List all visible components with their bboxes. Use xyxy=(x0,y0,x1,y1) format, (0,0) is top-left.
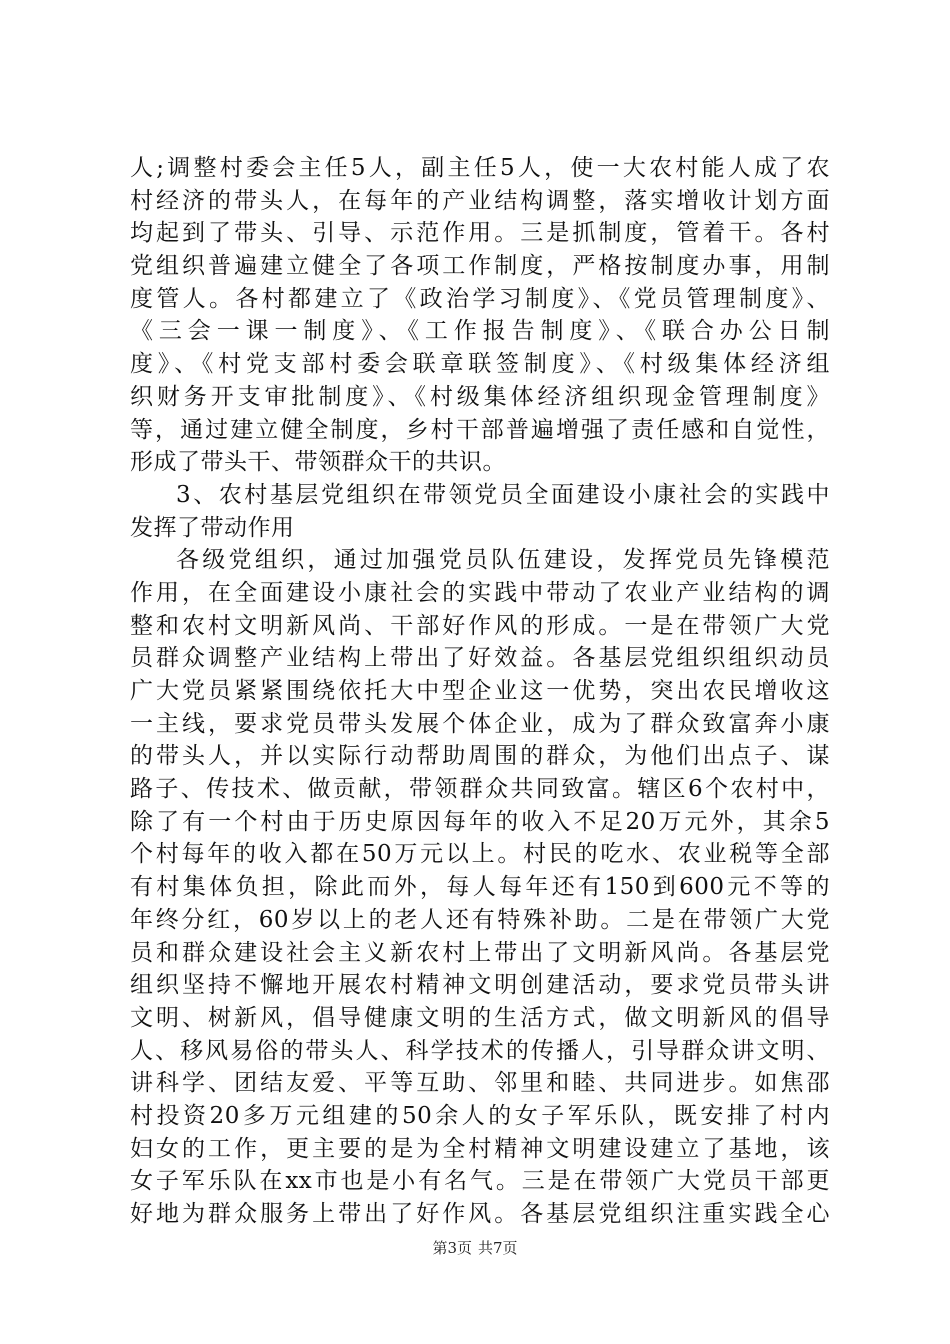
document-body xyxy=(130,152,830,1231)
text-line: 员群众调整产业结构上带出了好效益。各基层党组织组织动员 xyxy=(130,645,830,672)
text-line: 人、移风易俗的带头人、科学技术的传播人，引导群众讲文明、 xyxy=(130,1037,830,1064)
text-line: 年终分红，60岁以上的老人还有特殊补助。二是在带领广大党 xyxy=(130,906,830,933)
text-line: 有村集体负担，除此而外，每人每年还有150到600元不等的 xyxy=(130,874,830,901)
text-line: 均起到了带头、引导、示范作用。三是抓制度，管着干。各村 xyxy=(130,220,830,247)
section-heading-line: 3、农村基层党组织在带领党员全面建设小康社会的实践中 xyxy=(176,481,830,508)
text-line: 讲科学、团结友爱、平等互助、邻里和睦、共同进步。如焦邵 xyxy=(130,1070,830,1097)
text-line: 好地为群众服务上带出了好作风。各基层党组织注重实践全心 xyxy=(130,1201,830,1227)
text-line: 员和群众建设社会主义新农村上带出了文明新风尚。各基层党 xyxy=(130,939,830,966)
section-heading-line: 发挥了带动作用 xyxy=(130,514,295,541)
text-line: 人;调整村委会主任5人，副主任5人，使一大农村能人成了农 xyxy=(130,155,830,181)
text-line: 等，通过建立健全制度，乡村干部普遍增强了责任感和自觉性， xyxy=(130,416,830,443)
text-line: 度管人。各村都建立了《政治学习制度》、《党员管理制度》、 xyxy=(130,285,830,312)
text-line: 路子、传技术、做贡献，带领群众共同致富。辖区6个农村中， xyxy=(130,776,830,803)
text-line: 度》、《村党支部村委会联章联签制度》、《村级集体经济组 xyxy=(130,351,830,378)
text-line: 个村每年的收入都在50万元以上。村民的吃水、农业税等全部 xyxy=(130,841,830,868)
text-line: 文明、树新风，倡导健康文明的生活方式，做文明新风的倡导 xyxy=(130,1004,830,1031)
text-line: 村投资20多万元组建的50余人的女子军乐队，既安排了村内 xyxy=(130,1102,830,1129)
text-line: 村经济的带头人，在每年的产业结构调整，落实增收计划方面 xyxy=(130,187,830,214)
text-line: 党组织普遍建立健全了各项工作制度，严格按制度办事，用制 xyxy=(130,253,830,280)
text-line: 广大党员紧紧围绕依托大中型企业这一优势，突出农民增收这 xyxy=(130,678,830,704)
text-line: 整和农村文明新风尚、干部好作风的形成。一是在带领广大党 xyxy=(130,612,830,639)
text-line: 除了有一个村由于历史原因每年的收入不足20万元外，其余5 xyxy=(130,808,830,835)
text-line: 的带头人，并以实际行动帮助周围的群众，为他们出点子、谋 xyxy=(130,743,830,770)
text-line: 妇女的工作，更主要的是为全村精神文明建设建立了基地，该 xyxy=(130,1135,830,1162)
text-line: 作用，在全面建设小康社会的实践中带动了农业产业结构的调 xyxy=(130,579,830,606)
text-line: 女子军乐队在xx市也是小有名气。三是在带领广大党员干部更 xyxy=(130,1168,830,1195)
text-line: 形成了带头干、带领群众干的共识。 xyxy=(130,449,506,476)
page-number: 第3页 xyxy=(432,1239,472,1257)
text-line: 各级党组织，通过加强党员队伍建设，发挥党员先锋模范 xyxy=(176,547,830,574)
page-total: 共7页 xyxy=(478,1239,518,1257)
page-footer xyxy=(0,1238,950,1258)
text-line: 组织坚持不懈地开展农村精神文明创建活动，要求党员带头讲 xyxy=(130,972,830,999)
text-line: 织财务开支审批制度》、《村级集体经济组织现金管理制度》 xyxy=(130,383,830,410)
text-line: 一主线，要求党员带头发展个体企业，成为了群众致富奔小康 xyxy=(130,710,830,737)
text-line: 《三会一课一制度》、《工作报告制度》、《联合办公日制 xyxy=(130,318,830,345)
